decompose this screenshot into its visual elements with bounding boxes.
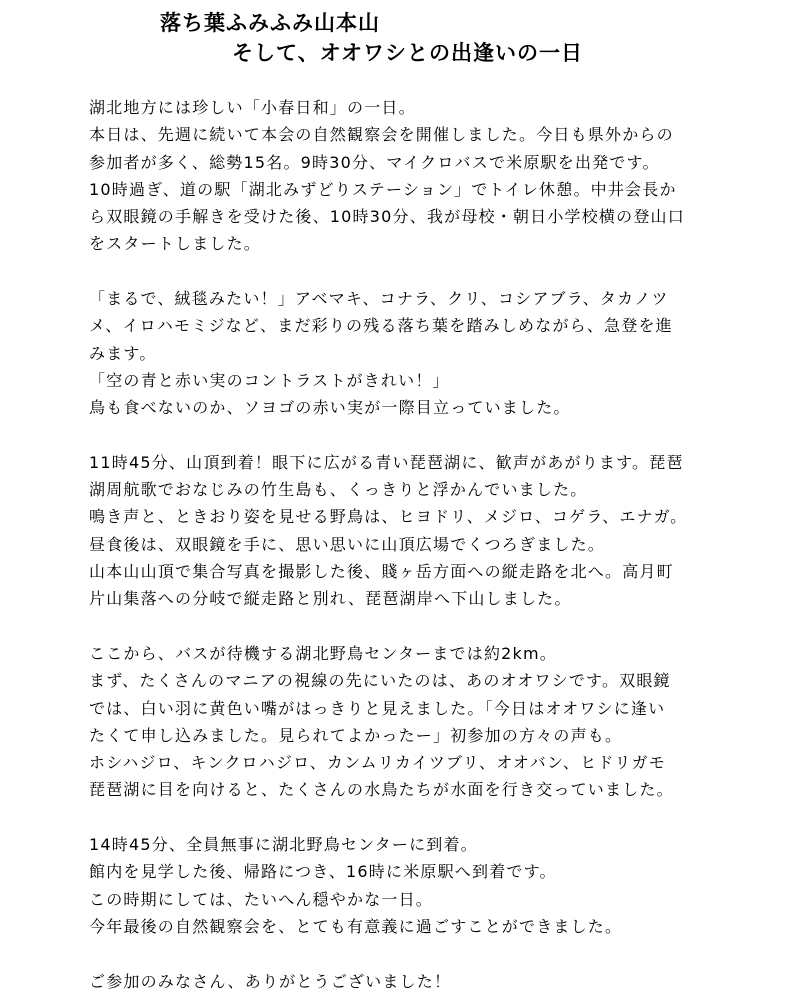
body-line: 昼食後は、双眼鏡を手に、思い思いに山頂広場でくつろぎました。 — [89, 534, 606, 554]
body-line: 14時45分、全員無事に湖北野鳥センターに到着。 — [89, 835, 478, 855]
document-subtitle: そして、オオワシとの出逢いの一日 — [232, 41, 583, 65]
body-line: 山本山山頂で集合写真を撮影した後、賤ヶ岳方面への縦走路を北へ。高月町 — [89, 562, 674, 582]
body-line: 10時過ぎ、道の駅「湖北みずどりステーション」でトイレ休憩。中井会長か — [89, 179, 677, 199]
blank-line — [89, 613, 779, 640]
closing-line: ご参加のみなさん、ありがとうございました！ — [89, 971, 452, 991]
body-line: 湖北地方には珍しい「小春日和」の一日。 — [89, 98, 416, 117]
body-line: メ、イロハモミジなど、まだ彩りの残る落ち葉を踏みしめながら、急登を進 — [89, 316, 673, 336]
body-line: 本日は、先週に続いて本会の自然観察会を開催しました。今日も県外からの — [89, 125, 674, 145]
body-line: では、白い羽に黄色い嘴がはっきりと見えました。「今日はオオワシに逢い — [89, 698, 666, 718]
body-line: 今年最後の自然観察会を、とても有意義に過ごすことができました。 — [89, 916, 623, 936]
blank-line — [89, 258, 779, 285]
body-line: ホシハジロ、キンクロハジロ、カンムリカイツブリ、オオバン、ヒドリガモ — [89, 753, 666, 773]
report-body — [89, 94, 779, 995]
body-line: をスタートしました。 — [89, 234, 262, 254]
blank-line — [89, 804, 779, 831]
document-title: 落ち葉ふみふみ山本山 — [160, 11, 380, 35]
body-line: 鳥も食べないのか、ソヨゴの赤い実が一際目立っていました。 — [89, 398, 571, 418]
body-line: 館内を見学した後、帰路につき、16時に米原駅へ到着です。 — [89, 862, 557, 882]
blank-line — [89, 422, 779, 449]
body-line: 片山集落への分岐で縦走路と別れ、琵琶湖岸へ下山しました。 — [89, 589, 572, 609]
body-line: この時期にしては、たいへん穏やかな一日。 — [89, 889, 434, 909]
body-line: 参加者が多く、総勢15名。9時30分、マイクロバスで米原駅を出発です。 — [89, 152, 660, 172]
body-line: 「空の青と赤い実のコントラストがきれい！」 — [89, 370, 450, 390]
blank-line — [89, 940, 779, 967]
body-line: 11時45分、山頂到着！眼下に広がる青い琵琶湖に、歓声があがります。琵琶 — [89, 452, 684, 472]
body-line: ここから、バスが待機する湖北野鳥センターまでは約2km。 — [89, 643, 557, 663]
body-line: 湖周航歌でおなじみの竹生島も、くっきりと浮かんでいました。 — [89, 480, 588, 500]
body-line: 琵琶湖に目を向けると、たくさんの水鳥たちが水面を行き交っていました。 — [89, 780, 674, 800]
body-line: 鳴き声と、ときおり姿を見せる野鳥は、ヒヨドリ、メジロ、コゲラ、エナガ。 — [89, 507, 688, 527]
body-line: ら双眼鏡の手解きを受けた後、10時30分、我が母校・朝日小学校横の登山口 — [89, 207, 685, 227]
body-line: みます。 — [89, 343, 157, 363]
body-line: 「まるで、絨毯みたい！」アベマキ、コナラ、クリ、コシアブラ、タカノツ — [89, 289, 669, 309]
body-line: たくて申し込みました。見られてよかったー」初参加の方々の声も。 — [89, 725, 623, 745]
body-line: まず、たくさんのマニアの視線の先にいたのは、あのオオワシです。双眼鏡 — [89, 671, 671, 691]
